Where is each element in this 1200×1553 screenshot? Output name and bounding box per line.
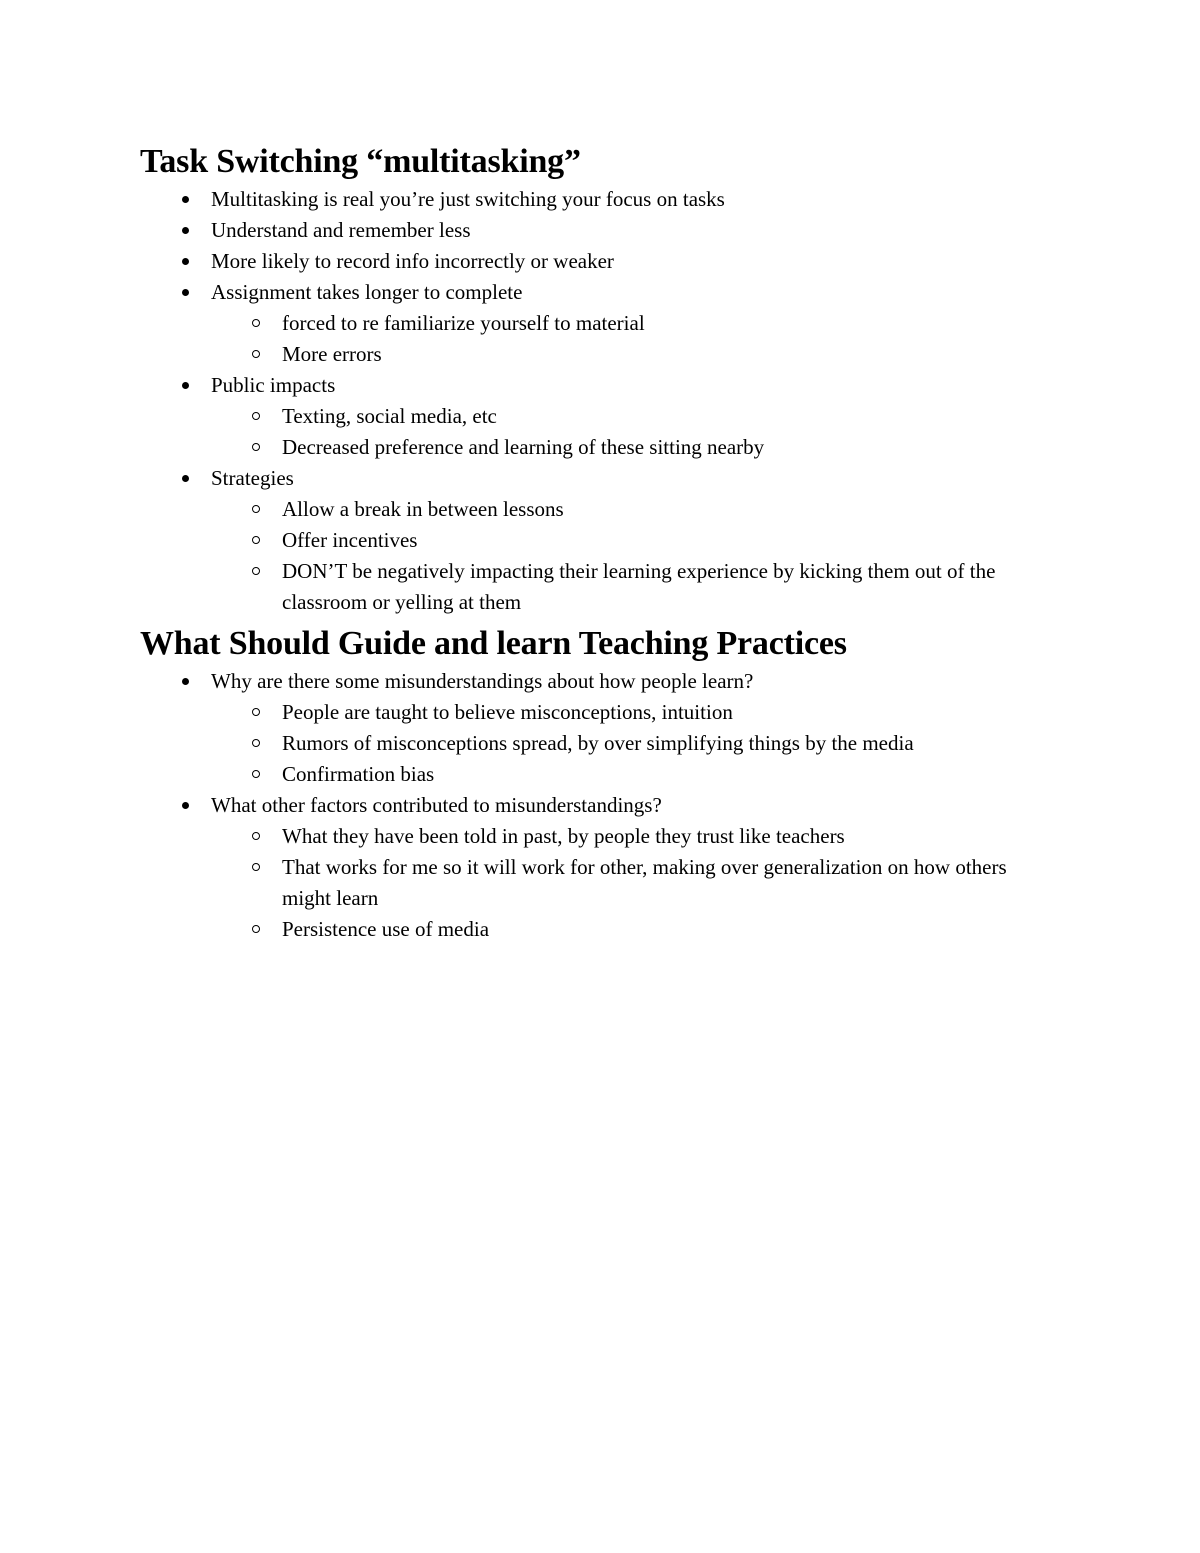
list-item-text: Strategies	[211, 466, 294, 490]
filled-bullet-icon	[182, 382, 189, 389]
sub-list-item	[140, 556, 1060, 618]
sub-list-item	[140, 759, 1060, 790]
sub-list-item-text: People are taught to believe misconceptions, intuition	[282, 700, 733, 724]
hollow-bullet-icon	[252, 925, 260, 933]
hollow-bullet-icon	[252, 708, 260, 716]
sub-list-item-text: More errors	[282, 342, 382, 366]
sub-list-item	[140, 914, 1060, 945]
filled-bullet-icon	[182, 802, 189, 809]
list-item-text: Understand and remember less	[211, 218, 471, 242]
sub-bullet-list	[211, 494, 1060, 618]
hollow-bullet-icon	[252, 770, 260, 778]
list-item-text: More likely to record info incorrectly or weaker	[211, 249, 614, 273]
hollow-bullet-icon	[252, 536, 260, 544]
list-item	[140, 246, 1060, 277]
filled-bullet-icon	[182, 289, 189, 296]
sub-list-item-text: DON’T be negatively impacting their learning experience by kicking them out of the classroom or yelling at them	[282, 559, 996, 614]
filled-bullet-icon	[182, 475, 189, 482]
document-content	[140, 140, 1060, 945]
hollow-bullet-icon	[252, 832, 260, 840]
sub-list-item	[140, 308, 1060, 339]
list-item-text: Assignment takes longer to complete	[211, 280, 523, 304]
sub-list-item	[140, 728, 1060, 759]
sub-bullet-list	[211, 308, 1060, 370]
bullet-list-teaching-practices	[140, 666, 1060, 945]
sub-list-item	[140, 401, 1060, 432]
bullet-list-task-switching	[140, 184, 1060, 618]
hollow-bullet-icon	[252, 863, 260, 871]
sub-list-item-text: Allow a break in between lessons	[282, 497, 564, 521]
sub-list-item	[140, 525, 1060, 556]
hollow-bullet-icon	[252, 567, 260, 575]
sub-list-item-text: Persistence use of media	[282, 917, 490, 941]
list-item-text: Public impacts	[211, 373, 336, 397]
list-item-text: Multitasking is real you’re just switching your focus on tasks	[211, 187, 725, 211]
sub-list-item	[140, 852, 1060, 914]
sub-list-item-text: Confirmation bias	[282, 762, 435, 786]
hollow-bullet-icon	[252, 739, 260, 747]
list-item	[140, 370, 1060, 463]
sub-list-item	[140, 697, 1060, 728]
list-item	[140, 184, 1060, 215]
sub-list-item	[140, 821, 1060, 852]
list-item	[140, 666, 1060, 790]
hollow-bullet-icon	[252, 443, 260, 451]
filled-bullet-icon	[182, 258, 189, 265]
sub-list-item-text: Offer incentives	[282, 528, 418, 552]
section-title-teaching-practices: What Should Guide and learn Teaching Practices	[140, 625, 847, 662]
sub-list-item-text: What they have been told in past, by people they trust like teachers	[282, 824, 845, 848]
sub-list-item-text: That works for me so it will work for other, making over generalization on how others might learn	[282, 855, 1007, 910]
sub-bullet-list	[211, 697, 1060, 790]
sub-list-item-text: Decreased preference and learning of these sitting nearby	[282, 435, 765, 459]
list-item-text: Why are there some misunderstandings about how people learn?	[211, 669, 754, 693]
hollow-bullet-icon	[252, 350, 260, 358]
section-title-task-switching: Task Switching “multitasking”	[140, 143, 581, 180]
filled-bullet-icon	[182, 196, 189, 203]
list-item	[140, 277, 1060, 370]
sub-bullet-list	[211, 821, 1060, 945]
list-item	[140, 215, 1060, 246]
sub-list-item-text: Rumors of misconceptions spread, by over simplifying things by the media	[282, 731, 914, 755]
filled-bullet-icon	[182, 227, 189, 234]
sub-list-item-text: Texting, social media, etc	[282, 404, 497, 428]
list-item	[140, 790, 1060, 945]
sub-bullet-list	[211, 401, 1060, 463]
hollow-bullet-icon	[252, 505, 260, 513]
sub-list-item	[140, 494, 1060, 525]
sub-list-item	[140, 432, 1060, 463]
hollow-bullet-icon	[252, 319, 260, 327]
sub-list-item	[140, 339, 1060, 370]
hollow-bullet-icon	[252, 412, 260, 420]
sub-list-item-text: forced to re familiarize yourself to material	[282, 311, 645, 335]
filled-bullet-icon	[182, 678, 189, 685]
list-item	[140, 463, 1060, 618]
list-item-text: What other factors contributed to misunderstandings?	[211, 793, 662, 817]
